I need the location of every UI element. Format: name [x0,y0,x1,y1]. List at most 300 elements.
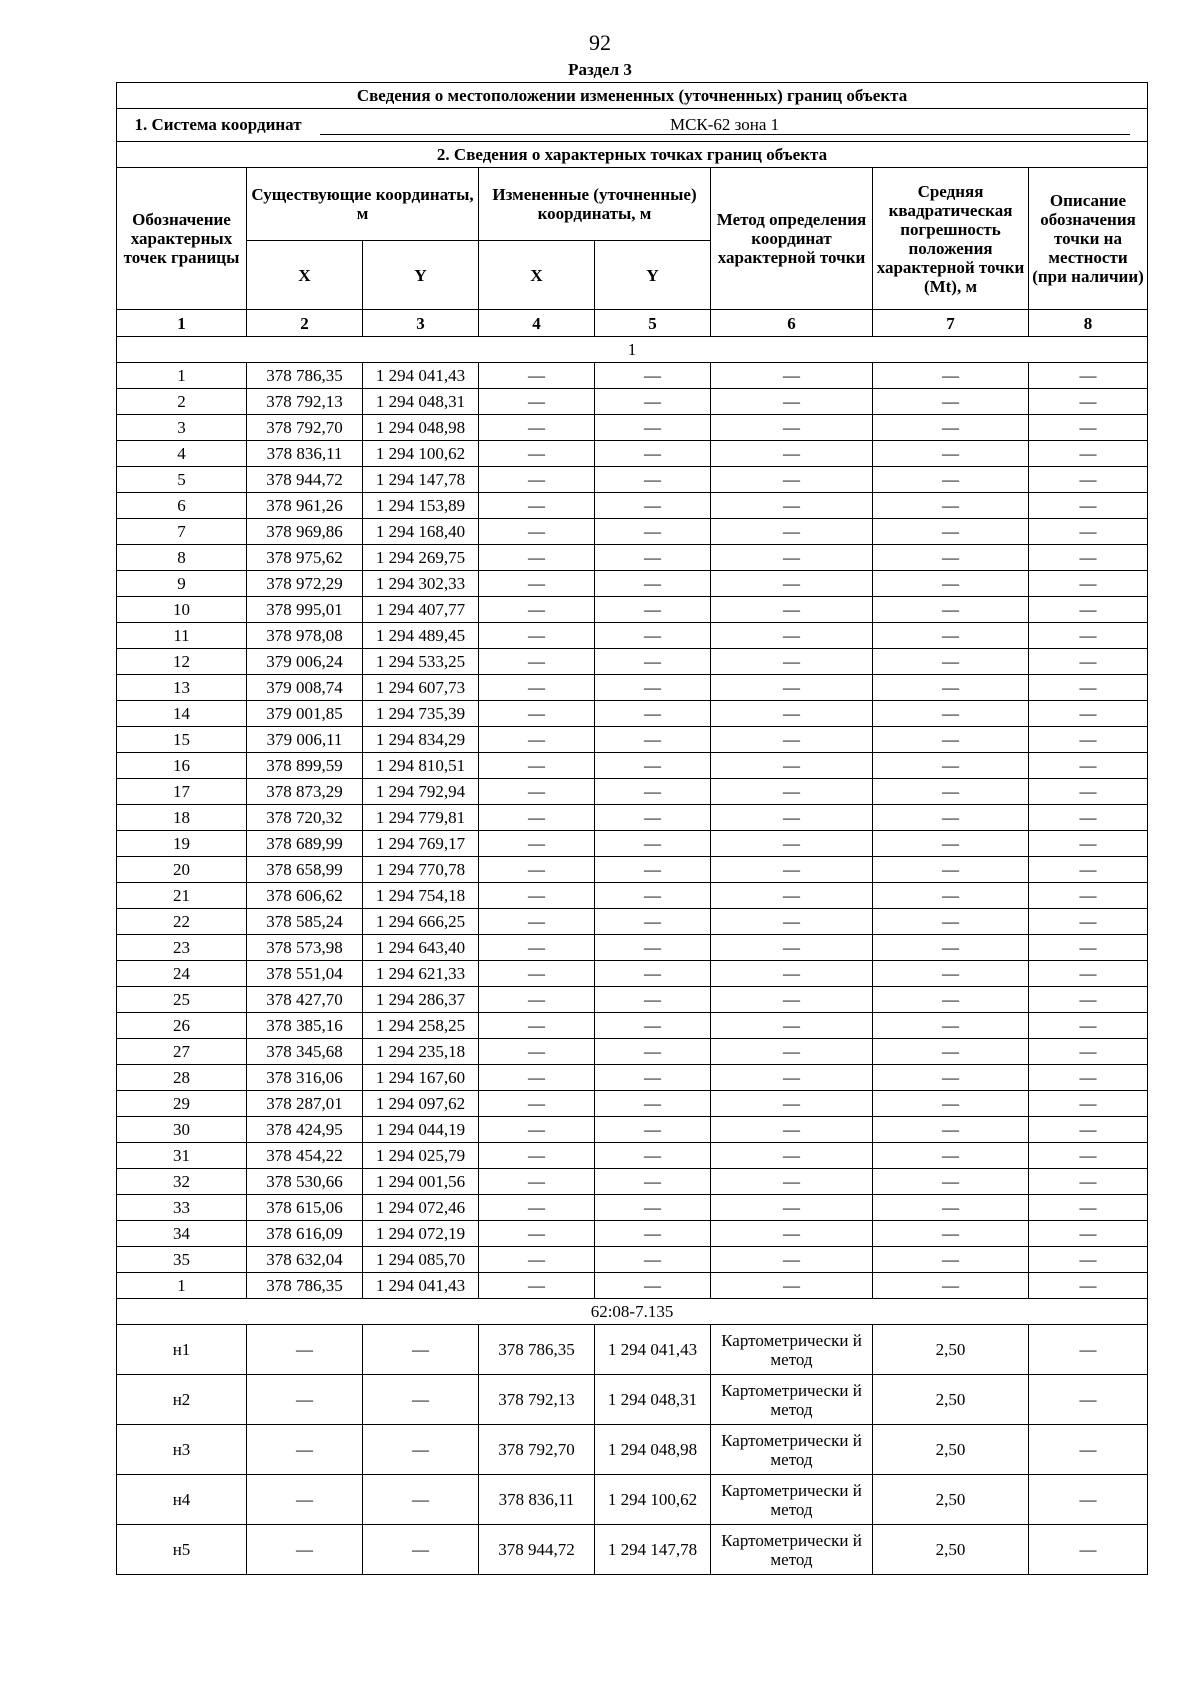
error: 2,50 [873,1475,1029,1525]
error: — [873,779,1029,805]
column-number-row [117,310,1148,337]
point-designation: 23 [117,935,247,961]
existing-y: 1 294 001,56 [363,1169,479,1195]
point-designation: н3 [117,1425,247,1475]
existing-y: 1 294 041,43 [363,363,479,389]
table-row [117,441,1148,467]
description: — [1029,389,1148,415]
changed-x: — [479,675,595,701]
point-designation: 31 [117,1143,247,1169]
column-number: 1 [117,310,247,337]
existing-x: 378 972,29 [247,571,363,597]
point-designation: 4 [117,441,247,467]
table-row [117,831,1148,857]
point-designation: 11 [117,623,247,649]
points-subtitle: 2. Сведения о характерных точках границ объекта [117,142,1148,168]
existing-x: 378 792,70 [247,415,363,441]
point-designation: 29 [117,1091,247,1117]
existing-y: — [363,1325,479,1375]
changed-y: — [595,987,711,1013]
table-row [117,727,1148,753]
coord-system-row [117,109,1148,142]
changed-y: — [595,753,711,779]
method: — [711,415,873,441]
error: — [873,701,1029,727]
description: — [1029,701,1148,727]
table-row [117,1375,1148,1425]
existing-y: 1 294 770,78 [363,857,479,883]
point-designation: 21 [117,883,247,909]
table-title-row [117,83,1148,109]
description: — [1029,1013,1148,1039]
changed-x: — [479,441,595,467]
changed-x: 378 786,35 [479,1325,595,1375]
description: — [1029,1169,1148,1195]
existing-x: 378 658,99 [247,857,363,883]
description: — [1029,909,1148,935]
existing-y: — [363,1425,479,1475]
existing-x: 378 454,22 [247,1143,363,1169]
coord-system-label: 1. Система координат [134,115,302,134]
table-title: Сведения о местоположении измененных (уточненных) границ объекта [117,83,1148,109]
existing-x: 378 573,98 [247,935,363,961]
table-row [117,805,1148,831]
existing-y: 1 294 407,77 [363,597,479,623]
existing-y: 1 294 302,33 [363,571,479,597]
table-row [117,753,1148,779]
changed-y: — [595,909,711,935]
changed-x: — [479,1039,595,1065]
description: — [1029,1091,1148,1117]
existing-y: 1 294 100,62 [363,441,479,467]
changed-y: — [595,701,711,727]
column-number: 5 [595,310,711,337]
table-row [117,1169,1148,1195]
changed-x: — [479,1247,595,1273]
point-designation: 17 [117,779,247,805]
table-row [117,571,1148,597]
point-designation: 30 [117,1117,247,1143]
changed-x: — [479,883,595,909]
point-designation: 35 [117,1247,247,1273]
group-label: 62:08-7.135 [117,1299,1148,1325]
description: — [1029,961,1148,987]
existing-x: 378 616,09 [247,1221,363,1247]
existing-x: 378 385,16 [247,1013,363,1039]
changed-x: — [479,1117,595,1143]
error: 2,50 [873,1425,1029,1475]
method: — [711,1143,873,1169]
method: — [711,1013,873,1039]
method: — [711,1221,873,1247]
table-row [117,623,1148,649]
error: — [873,623,1029,649]
error: — [873,467,1029,493]
changed-y: — [595,389,711,415]
changed-x: — [479,805,595,831]
description: — [1029,883,1148,909]
changed-x: — [479,649,595,675]
existing-x: 379 006,11 [247,727,363,753]
changed-y: — [595,493,711,519]
point-designation: 12 [117,649,247,675]
changed-x: — [479,1273,595,1299]
table-row [117,1195,1148,1221]
table-row [117,1117,1148,1143]
changed-y: — [595,831,711,857]
header-point-designation: Обозначение характерных точек границы [117,168,247,310]
error: — [873,857,1029,883]
method: — [711,649,873,675]
changed-y: — [595,363,711,389]
table-row [117,909,1148,935]
changed-y: — [595,649,711,675]
point-designation: 10 [117,597,247,623]
existing-y: — [363,1525,479,1575]
changed-x: — [479,493,595,519]
error: — [873,1195,1029,1221]
page-number: 92 [589,30,611,55]
description: — [1029,1273,1148,1299]
error: — [873,363,1029,389]
table-row [117,1065,1148,1091]
changed-y: — [595,415,711,441]
changed-x: 378 944,72 [479,1525,595,1575]
point-designation: 2 [117,389,247,415]
changed-y: — [595,805,711,831]
method: — [711,987,873,1013]
changed-x: 378 836,11 [479,1475,595,1525]
existing-y: 1 294 666,25 [363,909,479,935]
error: — [873,1273,1029,1299]
existing-x: 378 995,01 [247,597,363,623]
column-number: 3 [363,310,479,337]
changed-y: — [595,1013,711,1039]
point-designation: 18 [117,805,247,831]
changed-x: — [479,389,595,415]
method: — [711,1117,873,1143]
table-row [117,597,1148,623]
existing-x: — [247,1525,363,1575]
point-designation: 33 [117,1195,247,1221]
changed-y: — [595,441,711,467]
existing-x: 378 978,08 [247,623,363,649]
table-row [117,389,1148,415]
description: — [1029,1195,1148,1221]
changed-x: — [479,623,595,649]
header-error: Средняя квадратическая погрешность положения характерной точки (Mt), м [873,168,1029,310]
existing-x: — [247,1375,363,1425]
changed-x: — [479,701,595,727]
description: — [1029,1221,1148,1247]
table-row [117,1273,1148,1299]
table-row [117,363,1148,389]
header-description: Описание обозначения точки на местности (при наличии) [1029,168,1148,310]
existing-x: 379 001,85 [247,701,363,727]
error: — [873,1143,1029,1169]
changed-x: — [479,961,595,987]
error: — [873,1221,1029,1247]
existing-y: 1 294 769,17 [363,831,479,857]
error: — [873,805,1029,831]
existing-x: 378 530,66 [247,1169,363,1195]
existing-x: — [247,1425,363,1475]
point-designation: 22 [117,909,247,935]
changed-x: — [479,1065,595,1091]
existing-y: 1 294 044,19 [363,1117,479,1143]
method: — [711,857,873,883]
table-row [117,883,1148,909]
group-label: 1 [117,337,1148,363]
method: — [711,1091,873,1117]
description: — [1029,1375,1148,1425]
existing-y: 1 294 235,18 [363,1039,479,1065]
method: — [711,675,873,701]
method: — [711,805,873,831]
changed-y: — [595,1169,711,1195]
point-designation: н5 [117,1525,247,1575]
error: — [873,519,1029,545]
table-row [117,467,1148,493]
existing-y: 1 294 489,45 [363,623,479,649]
existing-y: 1 294 286,37 [363,987,479,1013]
error: — [873,831,1029,857]
changed-y: — [595,1221,711,1247]
changed-x: — [479,545,595,571]
point-designation: 16 [117,753,247,779]
changed-y: — [595,935,711,961]
changed-y: — [595,1039,711,1065]
existing-y: 1 294 607,73 [363,675,479,701]
changed-x: — [479,597,595,623]
column-number: 7 [873,310,1029,337]
table-row [117,1221,1148,1247]
changed-x: 378 792,70 [479,1425,595,1475]
changed-y: — [595,545,711,571]
description: — [1029,1525,1148,1575]
point-designation: 3 [117,415,247,441]
header-method: Метод определения координат характерной точки [711,168,873,310]
description: — [1029,1065,1148,1091]
method: — [711,1169,873,1195]
existing-y: 1 294 097,62 [363,1091,479,1117]
error: 2,50 [873,1325,1029,1375]
column-header-row-1 [117,168,1148,241]
error: — [873,675,1029,701]
method: — [711,831,873,857]
changed-y: — [595,597,711,623]
existing-x: 378 975,62 [247,545,363,571]
description: — [1029,1143,1148,1169]
point-designation: 15 [117,727,247,753]
column-number: 8 [1029,310,1148,337]
existing-y: 1 294 754,18 [363,883,479,909]
changed-y: 1 294 048,98 [595,1425,711,1475]
point-designation: 6 [117,493,247,519]
point-designation: 20 [117,857,247,883]
table-row [117,1247,1148,1273]
existing-y: 1 294 048,98 [363,415,479,441]
error: — [873,909,1029,935]
method: — [711,545,873,571]
changed-x: — [479,779,595,805]
existing-y: 1 294 269,75 [363,545,479,571]
table-row [117,701,1148,727]
changed-y: — [595,727,711,753]
section-title: Раздел 3 [568,60,632,79]
error: — [873,493,1029,519]
method: — [711,1247,873,1273]
changed-y: — [595,675,711,701]
method: — [711,519,873,545]
description: — [1029,467,1148,493]
changed-x: — [479,1091,595,1117]
table-row [117,1039,1148,1065]
changed-y: — [595,961,711,987]
table-row [117,675,1148,701]
existing-x: 378 632,04 [247,1247,363,1273]
description: — [1029,727,1148,753]
existing-x: 378 786,35 [247,363,363,389]
changed-y: 1 294 147,78 [595,1525,711,1575]
changed-x: — [479,727,595,753]
method: Картометрически й метод [711,1325,873,1375]
description: — [1029,597,1148,623]
method: — [711,363,873,389]
point-designation: 25 [117,987,247,1013]
changed-x: — [479,571,595,597]
point-designation: 24 [117,961,247,987]
point-designation: 7 [117,519,247,545]
point-designation: 32 [117,1169,247,1195]
point-designation: н4 [117,1475,247,1525]
description: — [1029,1475,1148,1525]
error: — [873,1169,1029,1195]
table-row [117,1325,1148,1375]
error: — [873,1117,1029,1143]
existing-x: 378 606,62 [247,883,363,909]
description: — [1029,519,1148,545]
description: — [1029,1247,1148,1273]
method: — [711,571,873,597]
description: — [1029,857,1148,883]
existing-x: 378 551,04 [247,961,363,987]
changed-y: — [595,1091,711,1117]
description: — [1029,1325,1148,1375]
error: — [873,441,1029,467]
existing-x: 378 836,11 [247,441,363,467]
description: — [1029,649,1148,675]
existing-x: 378 316,06 [247,1065,363,1091]
method: — [711,753,873,779]
table-row [117,1475,1148,1525]
description: — [1029,805,1148,831]
existing-y: 1 294 072,46 [363,1195,479,1221]
changed-y: — [595,1143,711,1169]
method: — [711,909,873,935]
description: — [1029,363,1148,389]
method: — [711,1273,873,1299]
error: 2,50 [873,1525,1029,1575]
changed-y: — [595,467,711,493]
existing-y: 1 294 533,25 [363,649,479,675]
changed-y: — [595,1195,711,1221]
existing-y: 1 294 258,25 [363,1013,479,1039]
changed-y: — [595,883,711,909]
point-designation: н2 [117,1375,247,1425]
header-changed-x: X [479,241,595,310]
method: — [711,467,873,493]
header-changed-y: Y [595,241,711,310]
error: — [873,753,1029,779]
description: — [1029,415,1148,441]
description: — [1029,493,1148,519]
point-designation: 13 [117,675,247,701]
point-designation: н1 [117,1325,247,1375]
method: — [711,1039,873,1065]
subtitle-row [117,142,1148,168]
changed-y: — [595,571,711,597]
existing-x: — [247,1475,363,1525]
existing-x: 378 689,99 [247,831,363,857]
existing-y: 1 294 041,43 [363,1273,479,1299]
existing-y: 1 294 735,39 [363,701,479,727]
point-designation: 8 [117,545,247,571]
description: — [1029,831,1148,857]
error: — [873,935,1029,961]
changed-x: — [479,415,595,441]
changed-y: — [595,623,711,649]
changed-y: — [595,1117,711,1143]
changed-x: — [479,1169,595,1195]
changed-x: — [479,1143,595,1169]
point-designation: 1 [117,363,247,389]
existing-x: 378 424,95 [247,1117,363,1143]
existing-x: 378 786,35 [247,1273,363,1299]
changed-y: — [595,779,711,805]
existing-y: 1 294 810,51 [363,753,479,779]
boundary-table [116,82,1148,1575]
existing-x: 378 720,32 [247,805,363,831]
point-designation: 1 [117,1273,247,1299]
existing-x: 379 008,74 [247,675,363,701]
existing-y: 1 294 085,70 [363,1247,479,1273]
changed-y: — [595,1065,711,1091]
error: — [873,649,1029,675]
method: — [711,441,873,467]
existing-y: 1 294 072,19 [363,1221,479,1247]
changed-x: — [479,831,595,857]
existing-y: 1 294 621,33 [363,961,479,987]
method: Картометрически й метод [711,1375,873,1425]
method: — [711,1195,873,1221]
changed-y: 1 294 100,62 [595,1475,711,1525]
description: — [1029,545,1148,571]
existing-x: 378 345,68 [247,1039,363,1065]
table-row [117,519,1148,545]
method: — [711,935,873,961]
changed-y: 1 294 048,31 [595,1375,711,1425]
error: — [873,571,1029,597]
table-row [117,545,1148,571]
description: — [1029,987,1148,1013]
error: — [873,1013,1029,1039]
table-row [117,649,1148,675]
column-number: 4 [479,310,595,337]
table-row [117,1091,1148,1117]
table-row [117,493,1148,519]
header-changed-coords: Измененные (уточненные) координаты, м [479,168,711,241]
